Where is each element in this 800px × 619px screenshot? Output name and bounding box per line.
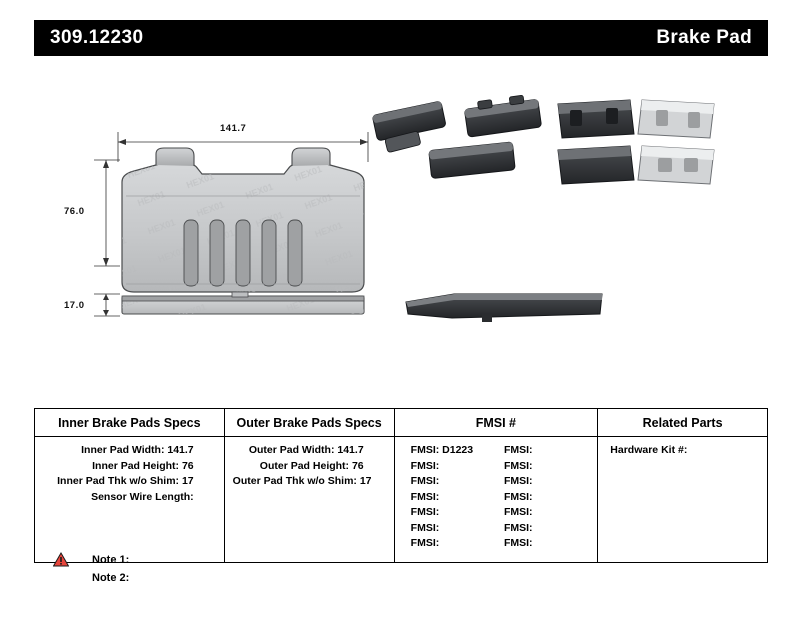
pad-photo-set-right xyxy=(558,100,714,184)
note-row-2 xyxy=(50,570,350,588)
related-parts-column xyxy=(598,437,767,562)
pad-photo-set-left xyxy=(372,93,541,178)
fmsi-item: FMSI: xyxy=(410,537,440,549)
hardware-kit-number: Hardware Kit #: xyxy=(610,444,688,456)
pad-photo-side xyxy=(406,294,602,322)
document-header xyxy=(34,20,768,56)
fmsi-item: FMSI: xyxy=(503,444,533,456)
fmsi-item: FMSI: xyxy=(410,459,440,472)
technical-drawing xyxy=(34,70,768,370)
fmsi-item: FMSI: xyxy=(410,490,440,503)
fmsi-item: FMSI: xyxy=(503,521,533,534)
outer-pad-thickness: Outer Pad Thk w/o Shim: 17 xyxy=(232,475,372,487)
fmsi-item: FMSI: xyxy=(503,490,533,503)
specs-table-body xyxy=(35,437,767,562)
warning-icon xyxy=(50,552,72,567)
specs-table-header-row xyxy=(35,409,767,437)
sensor-wire-length: Sensor Wire Length: xyxy=(91,490,194,503)
notes-section xyxy=(50,552,350,588)
outer-pad-width: Outer Pad Width: 141.7 xyxy=(248,444,364,456)
fmsi-item: FMSI: xyxy=(410,506,440,518)
specs-table xyxy=(34,408,768,563)
pad-front-view xyxy=(122,148,364,292)
note-row-1 xyxy=(50,552,350,570)
fmsi-item: FMSI: xyxy=(503,459,533,472)
fmsi-item: FMSI: xyxy=(410,521,440,534)
dimension-width-label: 141.7 xyxy=(220,123,247,134)
column-header-related-parts: Related Parts xyxy=(642,415,723,430)
inner-pad-height: Inner Pad Height: 76 xyxy=(92,459,194,472)
column-header-outer-specs: Outer Brake Pads Specs xyxy=(225,409,395,436)
thickness-dimension xyxy=(94,294,120,316)
outer-specs-column xyxy=(225,437,395,562)
fmsi-item: FMSI: D1223 xyxy=(410,444,474,456)
fmsi-item: FMSI: xyxy=(503,506,533,518)
inner-pad-width: Inner Pad Width: 141.7 xyxy=(81,444,194,456)
column-header-fmsi: FMSI # xyxy=(395,409,599,436)
dimension-height-label: 76.0 xyxy=(64,206,85,217)
fmsi-item: FMSI: xyxy=(410,475,440,487)
note-1-label: Note 1: xyxy=(92,554,130,566)
height-dimension xyxy=(94,160,120,266)
page-title: Brake Pad xyxy=(656,27,752,48)
note-2-label: Note 2: xyxy=(92,572,130,584)
fmsi-item: FMSI: xyxy=(503,537,533,549)
fmsi-left-list xyxy=(403,443,496,552)
fmsi-item: FMSI: xyxy=(503,475,533,487)
pad-side-view xyxy=(122,292,364,314)
outer-pad-height: Outer Pad Height: 76 xyxy=(259,459,364,472)
inner-specs-column xyxy=(35,437,225,562)
dimension-thickness-label: 17.0 xyxy=(64,300,85,311)
column-header-inner-specs: Inner Brake Pads Specs xyxy=(35,409,225,436)
inner-pad-thickness: Inner Pad Thk w/o Shim: 17 xyxy=(57,475,194,487)
fmsi-right-list xyxy=(496,443,589,552)
part-number: 309.12230 xyxy=(50,27,144,48)
fmsi-column xyxy=(395,437,599,562)
drawing-svg xyxy=(34,70,768,370)
